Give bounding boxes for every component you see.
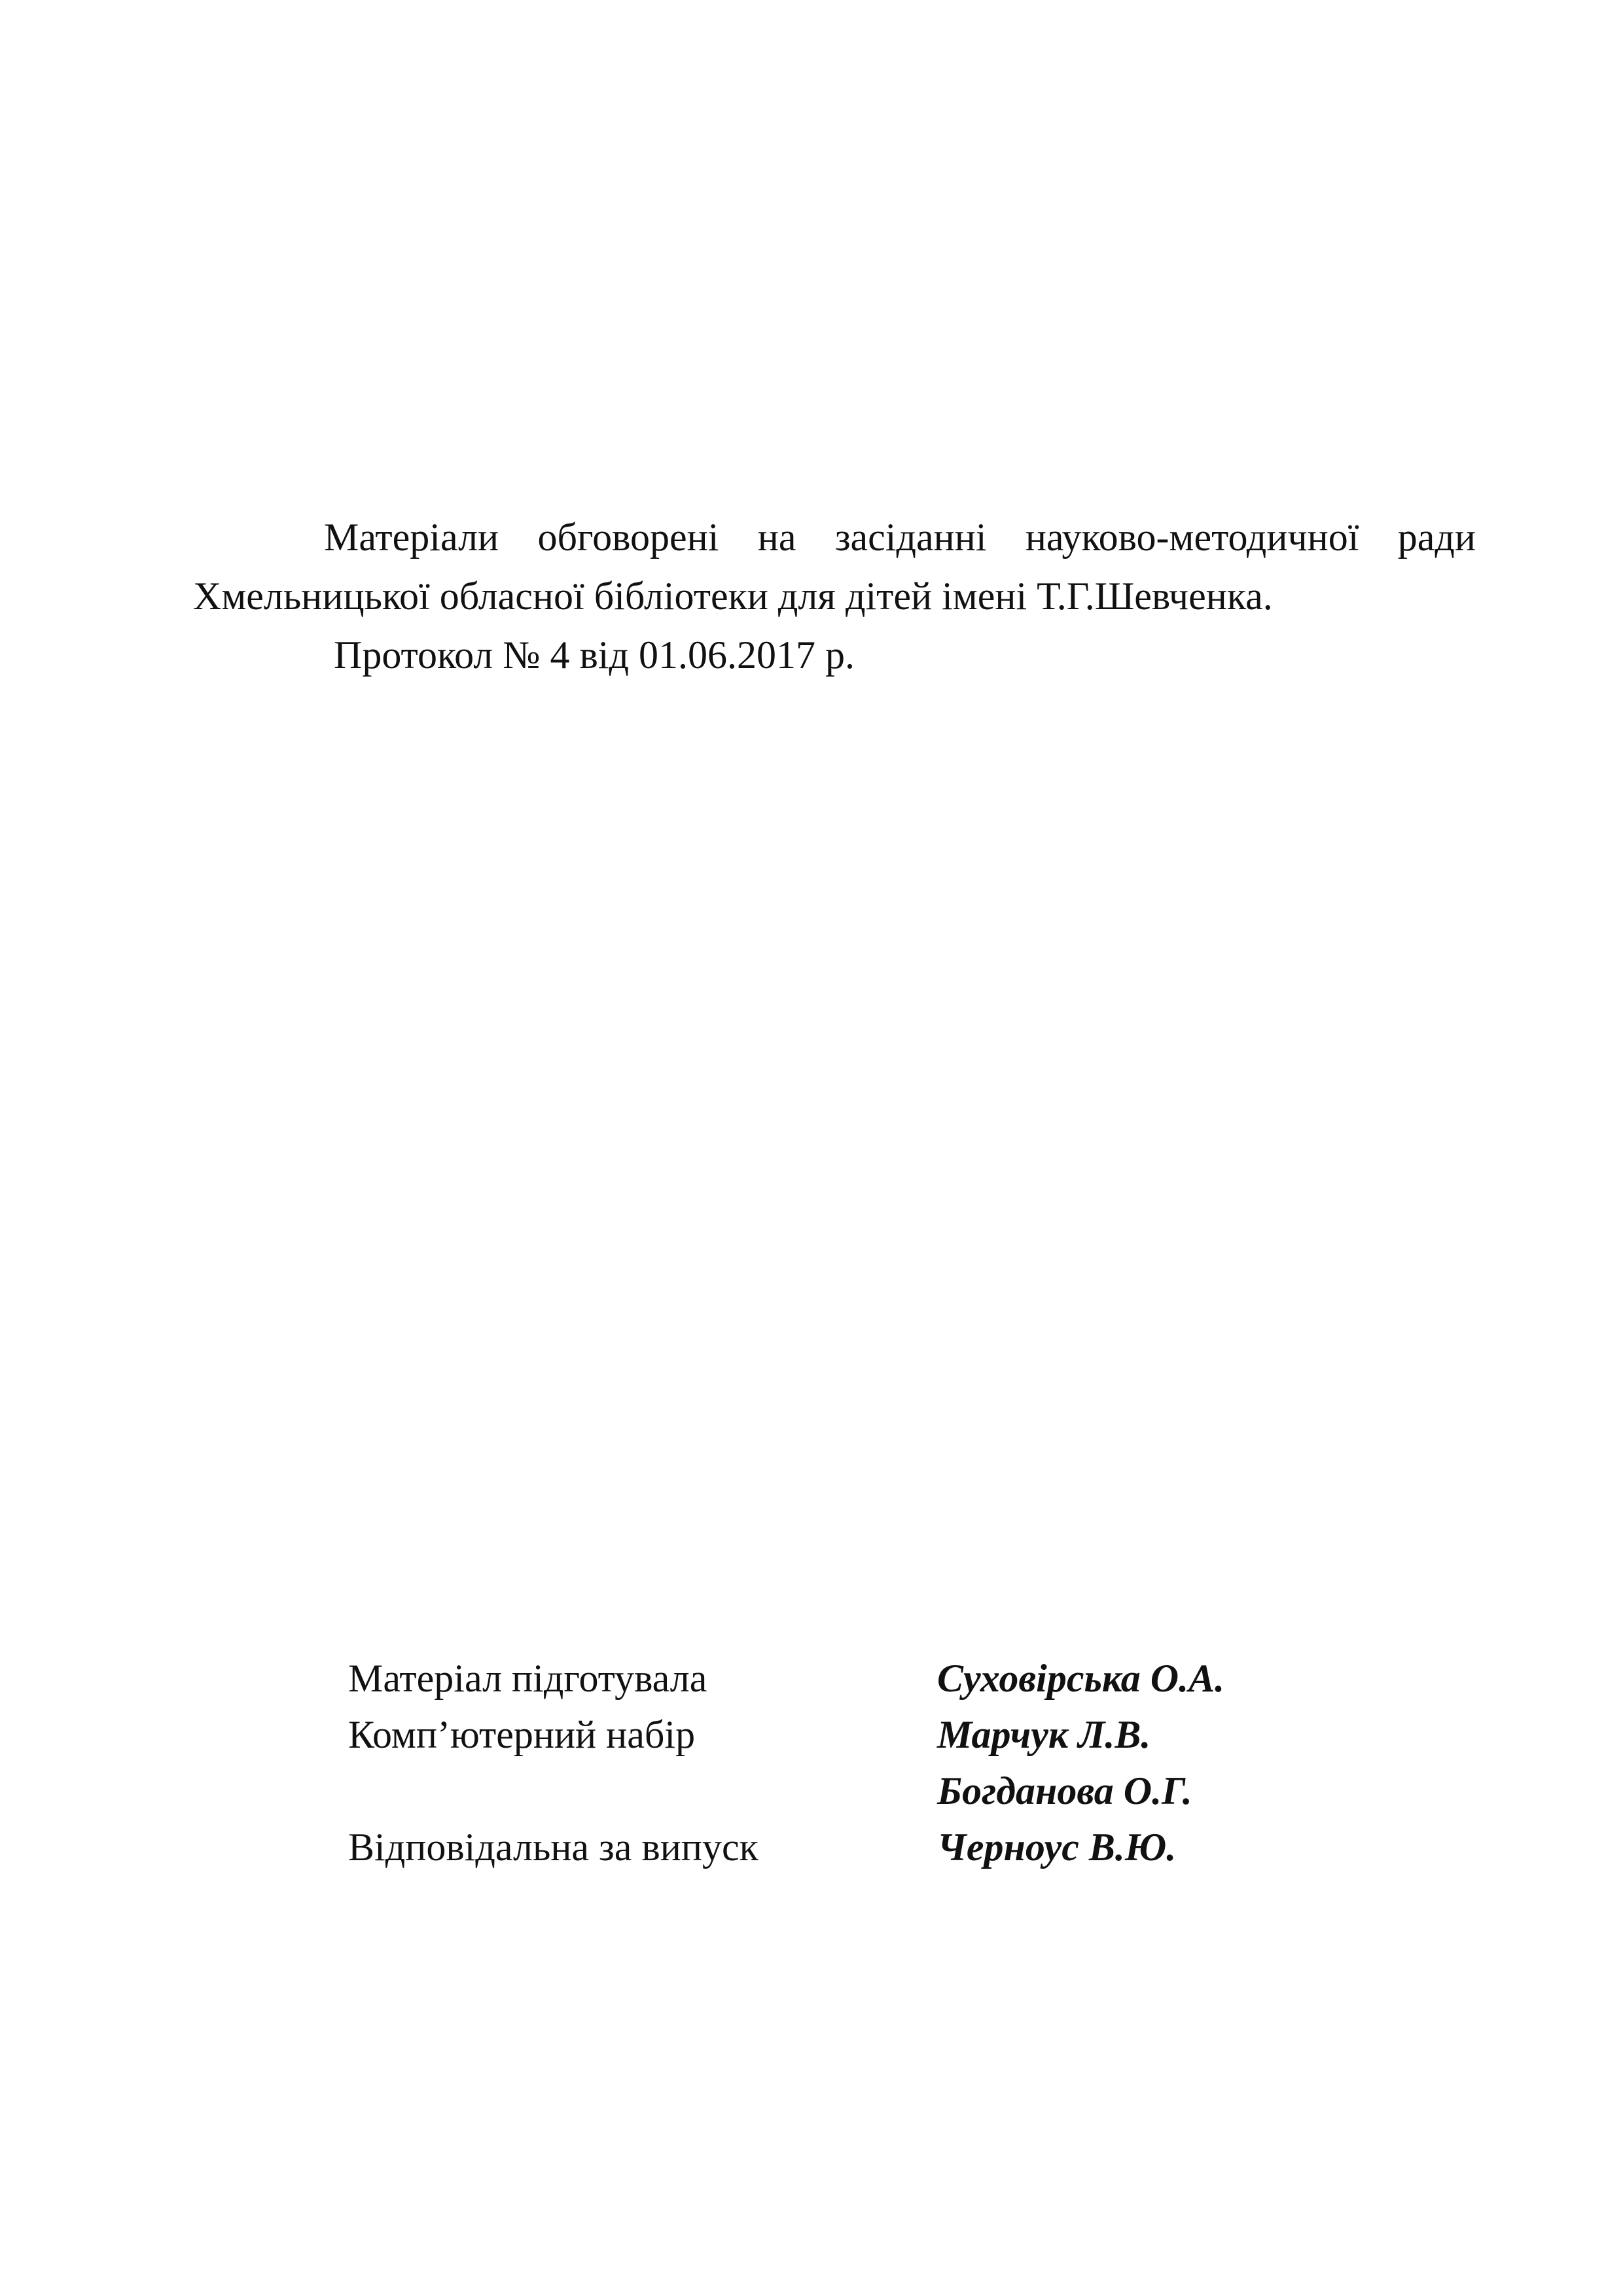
- approval-line-2: Хмельницької обласної бібліотеки для дітей імені Т.Г.Шевченка.: [193, 574, 1273, 618]
- credit-name: Богданова О.Г.: [937, 1769, 1192, 1812]
- credit-name: Черноус В.Ю.: [937, 1826, 1177, 1869]
- credit-name: Суховірська О.А.: [937, 1657, 1225, 1700]
- protocol-line: Протокол № 4 від 01.06.2017 р.: [334, 633, 855, 677]
- credit-role: Матеріал підготувала: [348, 1657, 707, 1700]
- credit-role: Комп’ютерний набір: [348, 1713, 696, 1756]
- approval-note: [193, 508, 1476, 684]
- credit-name: Марчук Л.В.: [937, 1713, 1151, 1756]
- credit-role: Відповідальна за випуск: [348, 1826, 758, 1869]
- approval-line-1: Матеріали обговорені на засіданні науково-методичної ради: [324, 516, 1476, 559]
